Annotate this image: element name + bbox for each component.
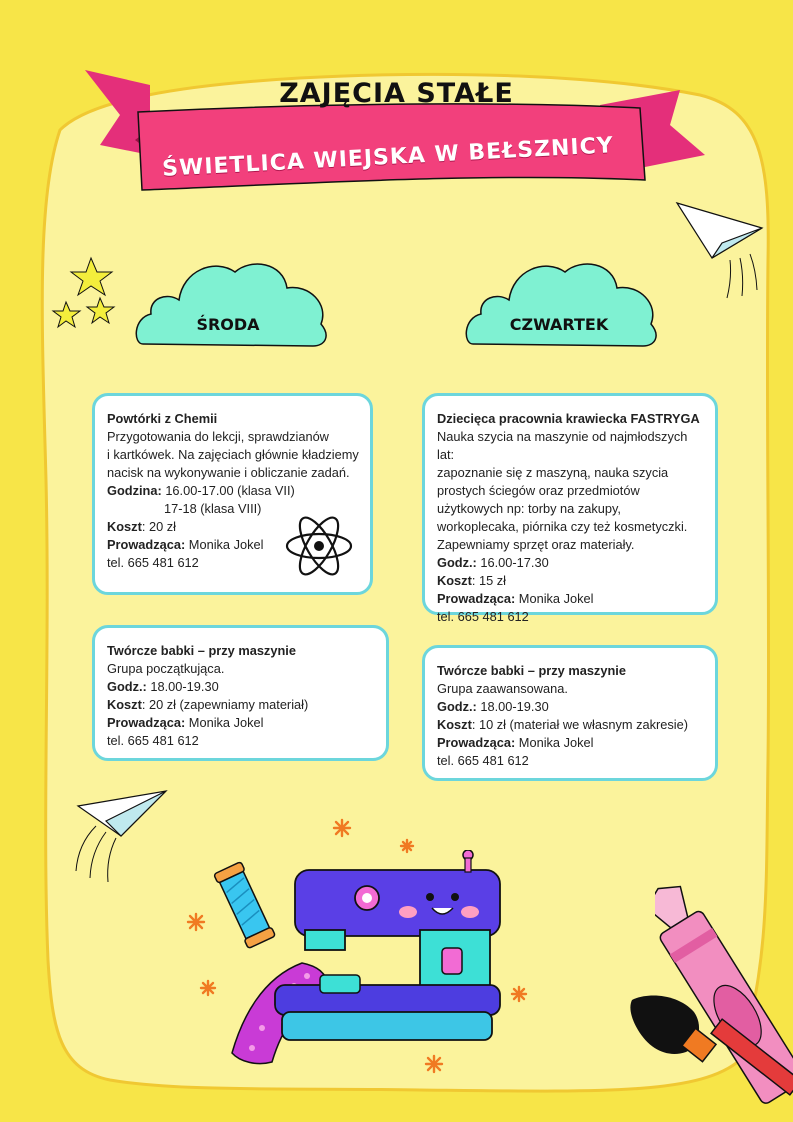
- paintbrush-icon: [628, 990, 793, 1122]
- hours-label: Godzina:: [107, 483, 162, 498]
- card-desc-line: zapoznanie się z maszyną, nauka szycia: [437, 465, 669, 480]
- lead-label: Prowadząca:: [437, 591, 516, 606]
- sparkle-icon: [188, 914, 204, 930]
- sparkle-icon: [426, 1056, 442, 1072]
- hours-label: Godz.:: [437, 555, 477, 570]
- group-level: Grupa zaawansowana.: [437, 681, 568, 696]
- lead-label: Prowadząca:: [437, 735, 516, 750]
- sparkle-icon: [201, 981, 215, 995]
- hours-value: 16.00-17.00 (klasa VII): [165, 483, 295, 498]
- cost-value: : 10 zł (materiał we własnym zakresie): [471, 717, 689, 732]
- lead-value: Monika Jokel: [188, 715, 264, 730]
- lead-label: Prowadząca:: [107, 537, 186, 552]
- card-desc-line: Zapewniamy sprzęt oraz materiały.: [437, 537, 635, 552]
- hours-value: 17-18 (klasa VIII): [164, 501, 262, 516]
- hours-value: 16.00-17.30: [480, 555, 549, 570]
- card-title: Powtórki z Chemii: [107, 411, 218, 426]
- page-title: ZAJĘCIA STAŁE: [279, 78, 514, 109]
- lead-label: Prowadząca:: [107, 715, 186, 730]
- day-label-thursday: CZWARTEK: [509, 315, 609, 334]
- card-desc-line: użytkowych np: torby na zakupy,: [437, 501, 621, 516]
- lead-value: Monika Jokel: [518, 591, 594, 606]
- hours-label: Godz.:: [437, 699, 477, 714]
- card-title: Twórcze babki – przy maszynie: [437, 663, 626, 678]
- cost-label: Koszt: [437, 717, 472, 732]
- day-label-wednesday: ŚRODA: [196, 315, 260, 334]
- card-desc-line: prostych ściegów oraz przedmiotów: [437, 483, 640, 498]
- sparkle-icon: [334, 820, 350, 836]
- hours-label: Godz.:: [107, 679, 147, 694]
- cost-value: : 20 zł (zapewniamy materiał): [141, 697, 309, 712]
- card-desc-line: nacisk na wykonywanie i obliczanie zadań.: [107, 465, 350, 480]
- cost-label: Koszt: [107, 519, 142, 534]
- lead-value: Monika Jokel: [188, 537, 264, 552]
- lead-value: Monika Jokel: [518, 735, 594, 750]
- card-desc-line: Nauka szycia na maszynie od najmłodszych lat:: [437, 429, 688, 462]
- card-title: Dziecięca pracownia krawiecka FASTRYGA: [437, 411, 700, 426]
- cost-value: : 20 zł: [141, 519, 176, 534]
- hours-value: 18.00-19.30: [480, 699, 549, 714]
- card-desc-line: workoplecaka, piórnika czy też kosmetyczki.: [437, 519, 688, 534]
- group-level: Grupa początkująca.: [107, 661, 225, 676]
- card-desc-line: Przygotowania do lekcji, sprawdzianów: [107, 429, 329, 444]
- banner-title: ŚWIETLICA WIEJSKA W BEŁSZNICY: [161, 133, 615, 182]
- phone-number: tel. 665 481 612: [437, 753, 529, 768]
- cost-label: Koszt: [107, 697, 142, 712]
- sewing-machine-icon: [270, 850, 530, 1050]
- cost-label: Koszt: [437, 573, 472, 588]
- card-title: Twórcze babki – przy maszynie: [107, 643, 296, 658]
- cost-value: : 15 zł: [471, 573, 506, 588]
- phone-number: tel. 665 481 612: [437, 609, 529, 624]
- phone-number: tel. 665 481 612: [107, 733, 199, 748]
- hours-value: 18.00-19.30: [150, 679, 219, 694]
- phone-number: tel. 665 481 612: [107, 555, 199, 570]
- card-desc-line: i kartkówek. Na zajęciach głównie kładziemy: [107, 447, 359, 462]
